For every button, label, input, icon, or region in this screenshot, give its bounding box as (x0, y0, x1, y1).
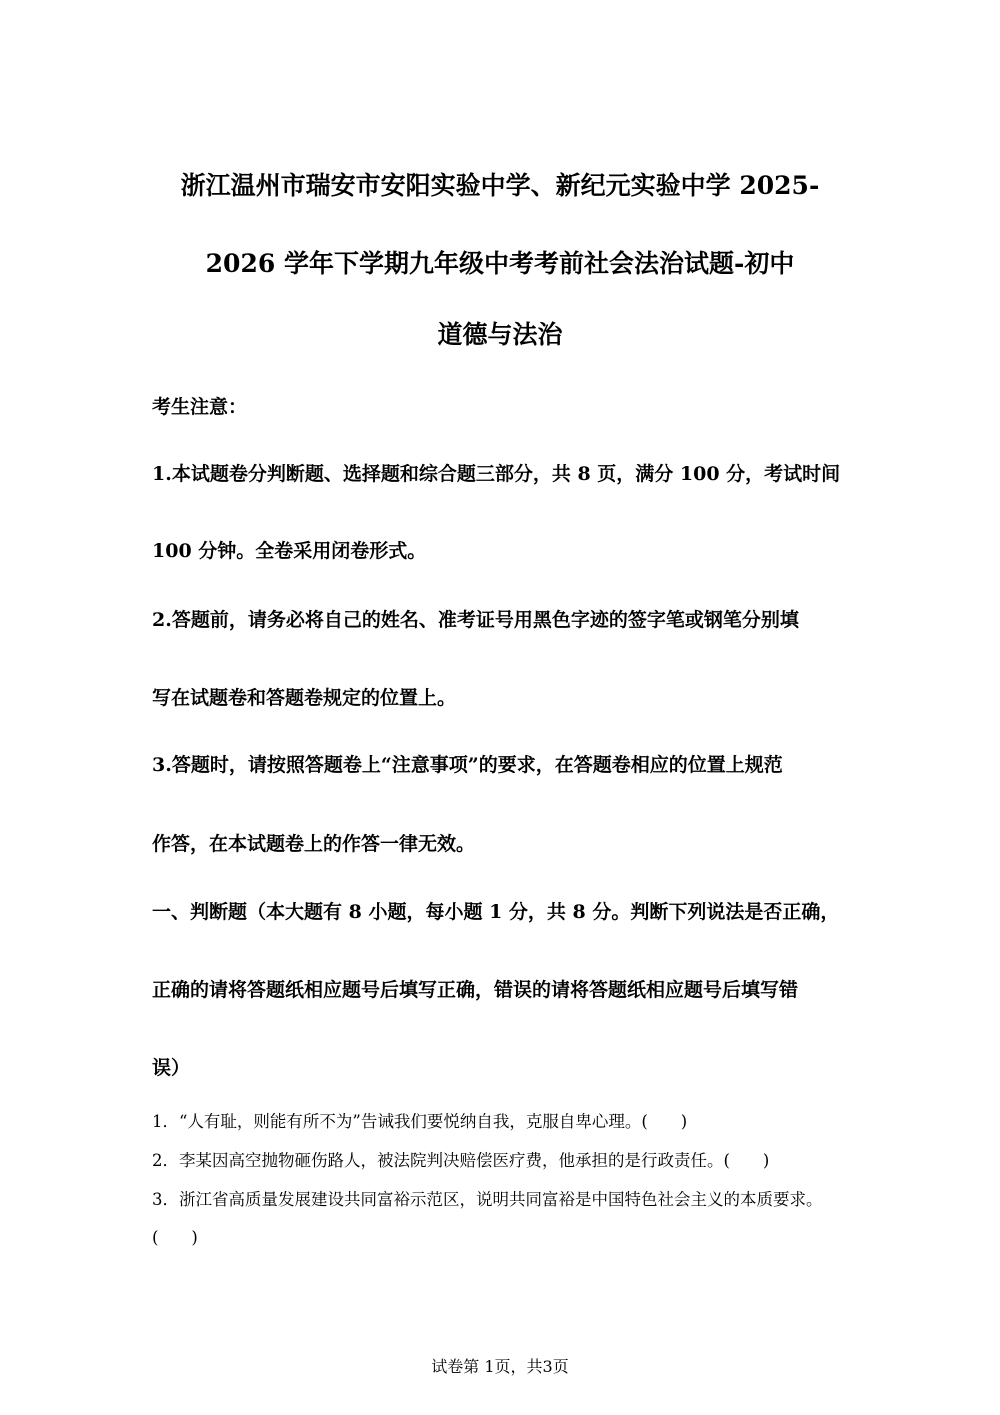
exam-title-line-3: 道德与法治 (437, 320, 563, 349)
section-1-heading-line-2: 正确的请将答题纸相应题号后填写正确，错误的请将答题纸相应题号后填写错 (152, 979, 799, 1001)
question-1: 1．“人有耻，则能有所不为”告诫我们要悦纳自我，克服自卑心理。( ) (152, 1112, 688, 1131)
exam-title-line-1: 浙江温州市瑞安市安阳实验中学、新纪元实验中学 2025- (180, 171, 820, 200)
notice-item-1-line-1: 1.本试题卷分判断题、选择题和综合题三部分，共 8 页，满分 100 分，考试时间 (152, 463, 841, 485)
notice-heading: 考生注意： (152, 396, 248, 418)
section-1-heading-line-3: 误） (152, 1057, 191, 1079)
notice-item-2-line-2: 写在试题卷和答题卷规定的位置上。 (152, 687, 457, 709)
question-3-line-1: 3．浙江省高质量发展建设共同富裕示范区，说明共同富裕是中国特色社会主义的本质要求。 (152, 1190, 823, 1209)
exam-title-line-2: 2026 学年下学期九年级中考考前社会法治试题-初中 (205, 249, 795, 278)
question-2: 2．李某因高空抛物砸伤路人，被法院判决赔偿医疗费，他承担的是行政责任。( ) (152, 1151, 770, 1170)
notice-item-1-line-2: 100 分钟。全卷采用闭卷形式。 (152, 540, 427, 562)
notice-item-2-line-1: 2.答题前，请务必将自己的姓名、准考证号用黑色字迹的签字笔或钢笔分别填 (152, 609, 799, 631)
page-footer: 试卷第 1页，共3页 (431, 1357, 569, 1376)
notice-item-3-line-2: 作答，在本试题卷上的作答一律无效。 (152, 833, 476, 855)
question-3-line-2: ( ) (152, 1228, 198, 1247)
section-1-heading-line-1: 一、判断题（本大题有 8 小题，每小题 1 分，共 8 分。判断下列说法是否正确， (152, 901, 840, 923)
notice-item-3-line-1: 3.答题时，请按照答题卷上“注意事项”的要求，在答题卷相应的位置上规范 (152, 754, 783, 776)
